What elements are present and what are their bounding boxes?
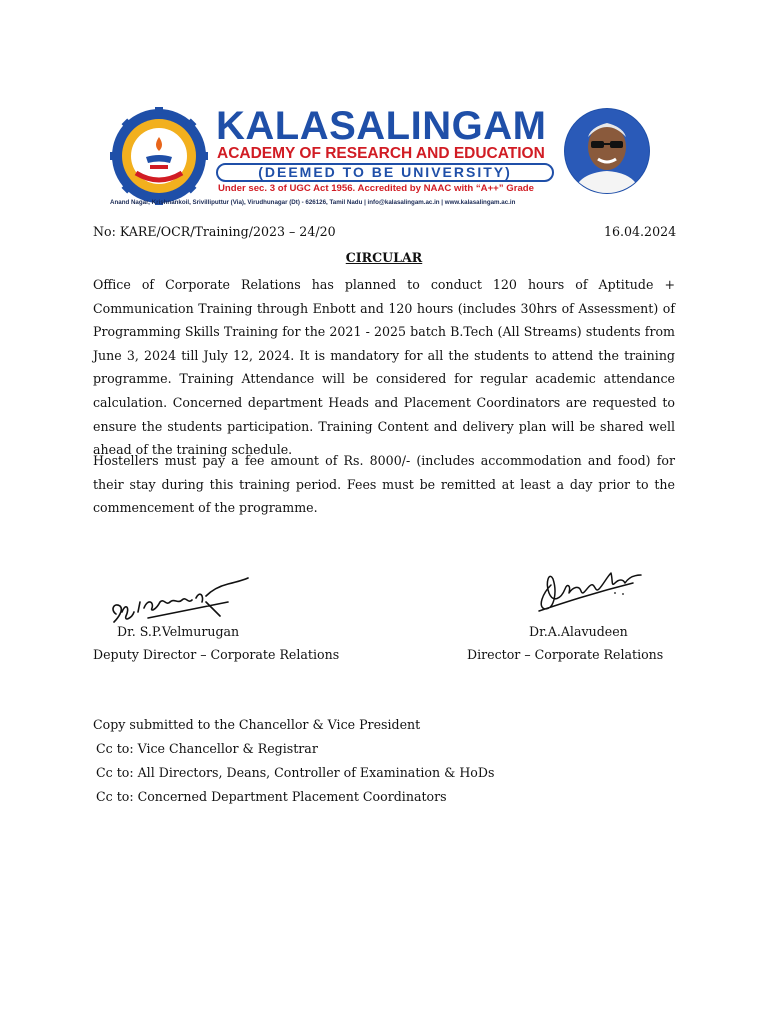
cc-line: Cc to: Vice Chancellor & Registrar — [96, 741, 318, 756]
university-subtitle: ACADEMY OF RESEARCH AND EDUCATION — [217, 145, 545, 162]
circular-title: CIRCULAR — [345, 250, 423, 265]
signature-alavudeen — [533, 563, 645, 619]
cc-line: Cc to: Concerned Department Placement Coordinators — [96, 789, 447, 804]
gear-emblem-icon — [110, 107, 208, 205]
copy-distribution-list — [93, 713, 494, 809]
circular-paragraph-2: Hostellers must pay a fee amount of Rs. 8000/- (includes accommodation and food) for their stay during this training period. Fees must be remitted at least a day prior to the commencement of the programme. — [93, 453, 675, 516]
circular-date: 16.04.2024 — [604, 224, 677, 239]
signatory-2-name: Dr.A.Alavudeen — [529, 624, 628, 639]
copy-submitted-line: Copy submitted to the Chancellor & Vice President — [93, 717, 421, 732]
signatory-2-title: Director – Corporate Relations — [467, 647, 664, 662]
deemed-university-banner: (DEEMED TO BE UNIVERSITY) — [216, 163, 554, 182]
accreditation-line: Under sec. 3 of UGC Act 1956. Accredited by NAAC with “A++” Grade — [218, 183, 534, 194]
circular-reference-number: No: KARE/OCR/Training/2023 – 24/20 — [93, 224, 336, 239]
founder-portrait — [563, 107, 651, 195]
university-seal-logo — [110, 107, 208, 205]
university-name: KALASALINGAM — [216, 104, 547, 148]
address-line: Anand Nagar, Krishnankoil, Srivilliputtur (Via), Virudhunagar (Dt) - 626126, Tamil Nadu | info@kalasalingam.ac.in | www.kalasalingam.ac.in — [110, 199, 516, 206]
cc-line: Cc to: All Directors, Deans, Controller of Examination & HoDs — [96, 765, 495, 780]
signatory-1-title: Deputy Director – Corporate Relations — [93, 647, 340, 662]
signatory-1-name: Dr. S.P.Velmurugan — [117, 624, 240, 639]
circular-paragraph-1: Office of Corporate Relations has planned to conduct 120 hours of Aptitude + Communication Training through Enbott and 120 hours (includes 30hrs of Assessment) of Programming Skills Training for the 2021 - 2025 batch B.Tech (All Streams) students from June 3, 2024 till July 12, 2024. It is mandatory for all the students to attend the training programme. Training Attendance will be considered for regular academic attendance calculation. Concerned department Heads and Placement Coordinators are requested to ensure the students participation. Training Content and delivery plan will be shared well ahead of the training schedule. — [93, 277, 675, 458]
